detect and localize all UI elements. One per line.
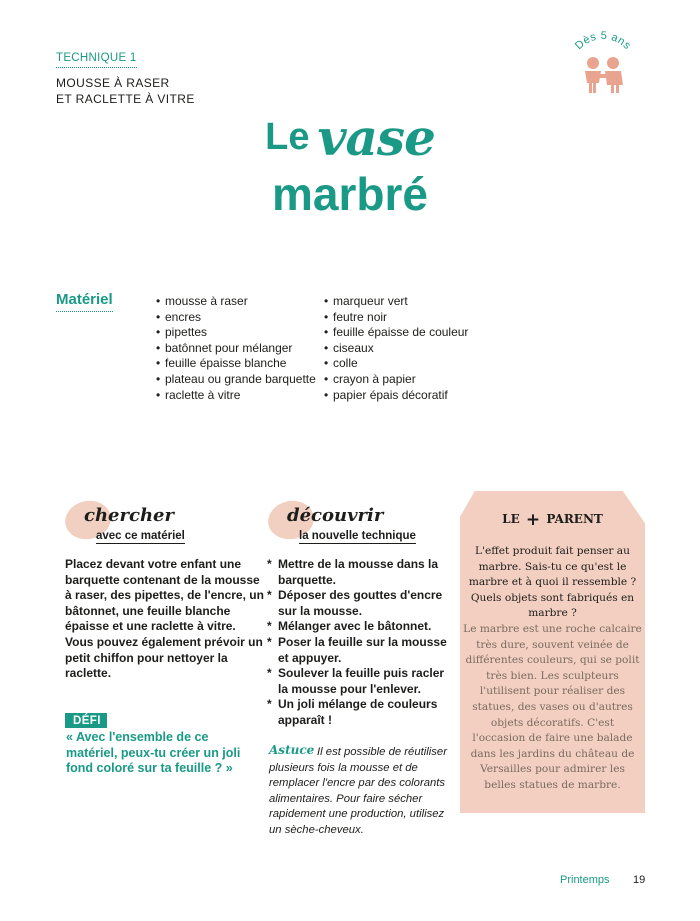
step-item: * Mélanger avec le bâtonnet. xyxy=(267,619,452,635)
materiel-item: • feutre noir xyxy=(324,310,494,326)
chercher-heading: chercher xyxy=(84,505,174,526)
astuce-body: Il est possible de réutiliser plusieurs fois la mousse et de remplacer l'encre par des colorants alimentaires. Pour faire sécher rapidement une production, utilisez un sèche-cheveux. xyxy=(269,746,447,836)
age-badge-text: Dès 5 ans xyxy=(572,29,634,53)
decouvrir-steps xyxy=(267,557,452,729)
technique-label: TECHNIQUE 1 xyxy=(56,52,137,68)
materiel-item: • feuille épaisse de couleur xyxy=(324,325,494,341)
materiel-item: • encres xyxy=(156,310,316,326)
plus-icon: + xyxy=(525,510,541,530)
technique-line-1: MOUSSE À RASER xyxy=(56,76,170,90)
step-item: * Poser la feuille sur la mousse et appuyer. xyxy=(267,635,452,666)
parent-heading-parent: PARENT xyxy=(546,512,603,526)
parent-heading-le: LE xyxy=(502,512,520,526)
materiel-list-1 xyxy=(156,294,316,403)
astuce-text xyxy=(269,745,454,839)
materiel-item: • crayon à papier xyxy=(324,372,494,388)
materiel-item: • colle xyxy=(324,356,494,372)
materiel-list-2 xyxy=(324,294,494,403)
step-item: * Déposer des gouttes d'encre sur la mousse. xyxy=(267,588,452,619)
chercher-subheading: avec ce matériel xyxy=(96,530,185,542)
parent-intro: L'effet produit fait penser au marbre. Sais-tu ce qu'est le marbre et à quoi il ressemble ? Quels objets sont fabriqués en marbre ? xyxy=(468,545,637,620)
materiel-item: • feuille épaisse blanche xyxy=(156,356,316,372)
parent-heading xyxy=(460,510,645,530)
materiel-item: • pipettes xyxy=(156,325,316,341)
astuce-label: Astuce xyxy=(269,743,315,757)
parent-body: Le marbre est une roche calcaire très dure, souvent veinée de différentes couleurs, qui se polit très bien. Les sculpteurs l'utilisent pour réaliser des statues, des vases ou d'autres objets décoratifs. C'est l'occasion de faire une balade dans les jardins du château de Versailles pour admirer les belles statues de marbre. xyxy=(463,623,642,791)
step-item: * Un joli mélange de couleurs apparaît ! xyxy=(267,697,452,728)
chercher-body: Placez devant votre enfant une barquette contenant de la mousse à raser, des pipettes, de l'encre, un bâtonnet, une feuille blanche épaisse et une raclette à vitre. Vous pouvez également prévoir un petit chiffon pour nettoyer la raclette. xyxy=(65,557,264,681)
age-badge xyxy=(562,28,644,100)
children-icon xyxy=(585,57,623,93)
materiel-item: • ciseaux xyxy=(324,341,494,357)
technique-name xyxy=(56,75,195,107)
materiel-item: • plateau ou grande barquette xyxy=(156,372,316,388)
svg-text:Dès 5 ans xyxy=(573,30,633,52)
page-number: 19 xyxy=(633,874,646,886)
materiel-item: • marqueur vert xyxy=(324,294,494,310)
decouvrir-subheading: la nouvelle technique xyxy=(299,530,416,542)
page-title-line-2: marbré xyxy=(272,168,428,220)
title-vase: vase xyxy=(317,108,435,167)
technique-line-2: ET RACLETTE À VITRE xyxy=(56,92,195,106)
materiel-heading: Matériel xyxy=(56,291,113,308)
materiel-item: • batônnet pour mélanger xyxy=(156,341,316,357)
decouvrir-heading: découvrir xyxy=(287,505,384,526)
step-item: * Soulever la feuille puis racler la mousse pour l'enlever. xyxy=(267,666,452,697)
defi-badge: DÉFI xyxy=(65,713,107,728)
materiel-item: • papier épais décoratif xyxy=(324,388,494,404)
materiel-item: • raclette à vitre xyxy=(156,388,316,404)
step-item: * Mettre de la mousse dans la barquette. xyxy=(267,557,452,588)
footer-section: Printemps xyxy=(560,874,610,886)
materiel-item: • mousse à raser xyxy=(156,294,316,310)
title-le: Le xyxy=(265,116,310,158)
defi-text: « Avec l'ensemble de ce matériel, peux-tu créer un joli fond coloré sur ta feuille ? » xyxy=(66,730,241,776)
